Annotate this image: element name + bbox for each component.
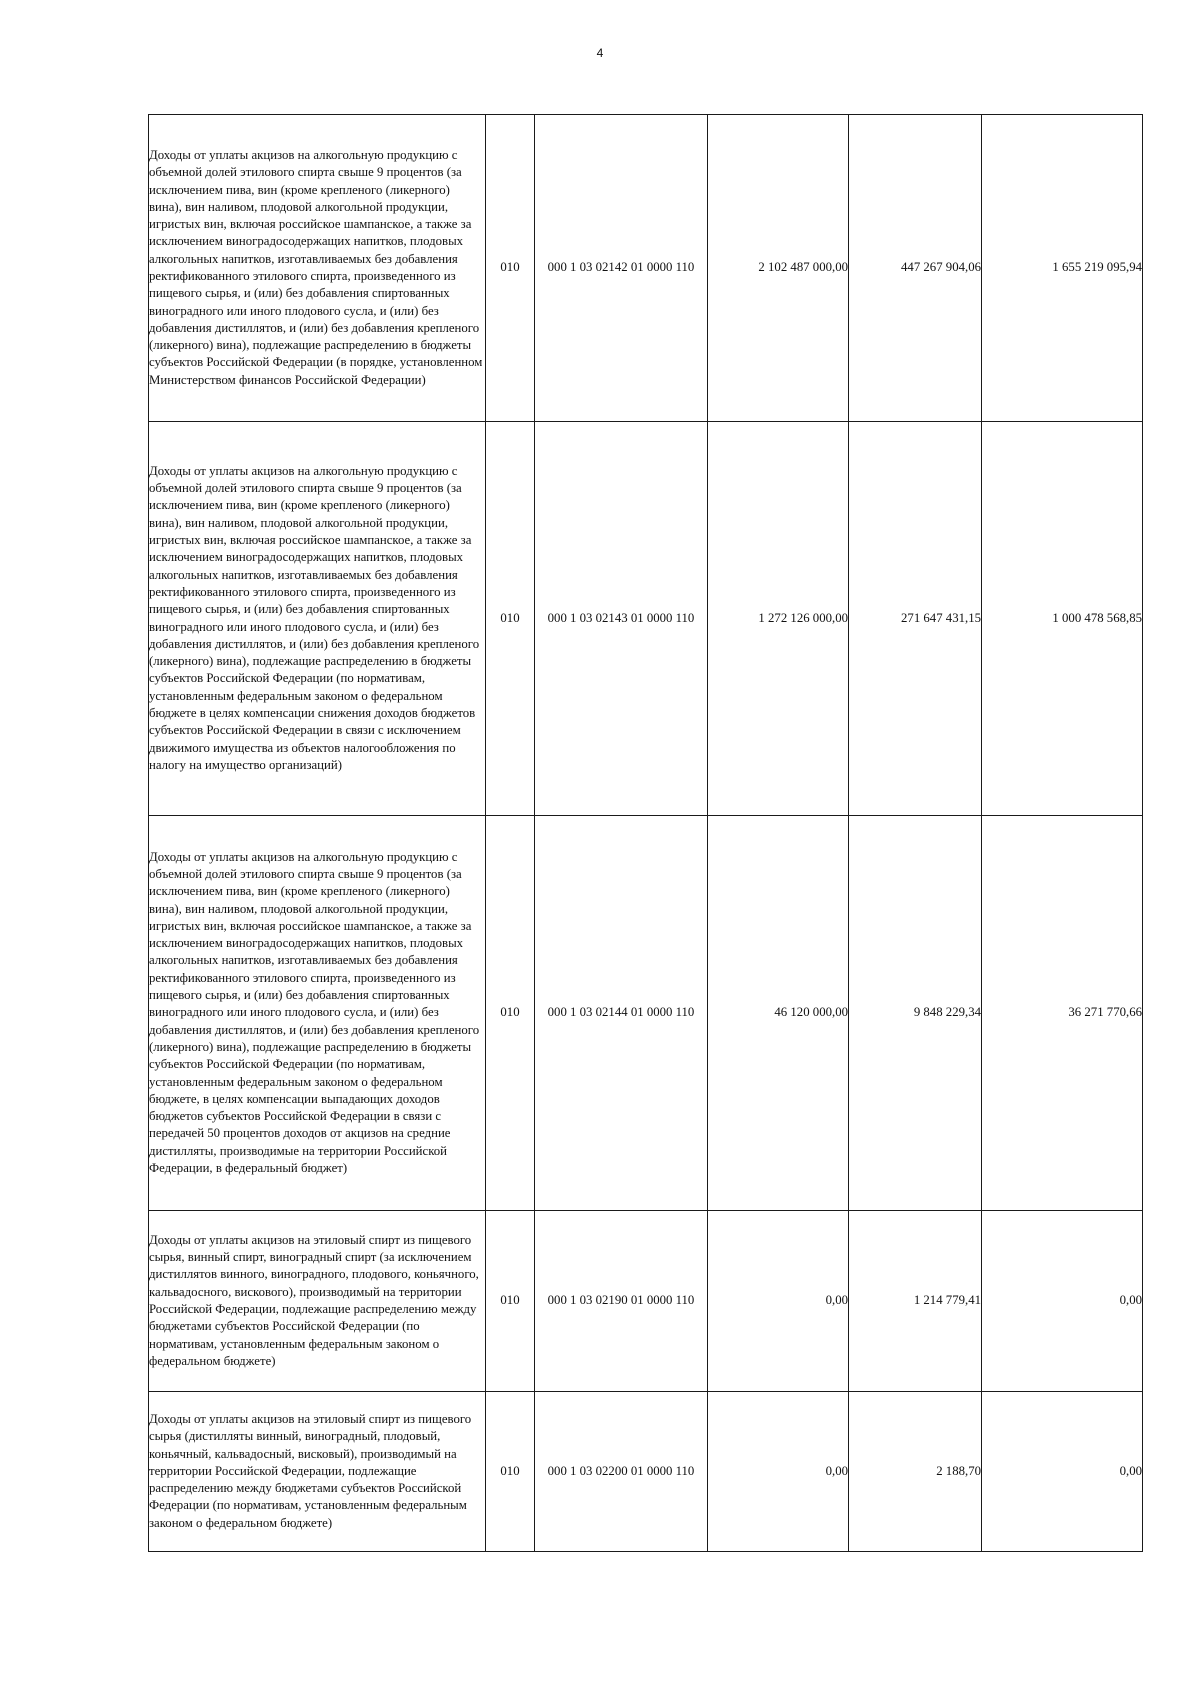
revenue-description: Доходы от уплаты акцизов на алкогольную продукцию с объемной долей этилового спирта свыше 9 процентов (за исключением пива, вин (кроме крепленого (ликерного) вина), вин наливом, плодовой алкогольной продукции, игристых вин, включая российское шампанское, а также за исключением виноградосодержащих напитков, плодовых алкогольных напитков, изготавливаемых без добавления ректификованного этилового спирта, произведенного из пищевого сырья, и (или) без добавления спиртованных виноградного или иного плодового сусла, и (или) без добавления дистиллятов, и (или) без добавления крепленого (ликерного) вина), подлежащие распределению в бюджеты субъектов Российской Федерации (по нормативам, установленным федеральным законом о федеральном бюджете, в целях компенсации выпадающих доходов бюджетов субъектов Российской Федерации в связи с передачей 50 процентов доходов от акцизов на средние дистилляты, производимые на территории Российской Федерации, в федеральный бюджет) xyxy=(149,816,486,1211)
budget-classification-code: 000 1 03 02200 01 0000 110 xyxy=(535,1392,708,1552)
table-row xyxy=(149,1211,1143,1392)
approved-amount: 0,00 xyxy=(708,1392,849,1552)
line-code: 010 xyxy=(486,115,535,422)
revenue-description: Доходы от уплаты акцизов на этиловый спирт из пищевого сырья (дистилляты винный, виноградный, плодовый, коньячный, кальвадосный, висковый), производимый на территории Российской Федерации, подлежащие распределению между бюджетами субъектов Российской Федерации (по нормативам, установленным федеральным законом о федеральном бюджете) xyxy=(149,1392,486,1552)
table-row xyxy=(149,422,1143,816)
unexecuted-amount: 1 655 219 095,94 xyxy=(982,115,1143,422)
line-code: 010 xyxy=(486,1211,535,1392)
revenue-description: Доходы от уплаты акцизов на этиловый спирт из пищевого сырья, винный спирт, виноградный спирт (за исключением дистиллятов винного, виноградного, плодового, коньячного, кальвадосного, вискового), производимый на территории Российской Федерации, подлежащие распределению между бюджетами субъектов Российской Федерации (по нормативам, установленным федеральным законом о федеральном бюджете) xyxy=(149,1211,486,1392)
executed-amount: 2 188,70 xyxy=(849,1392,982,1552)
line-code: 010 xyxy=(486,816,535,1211)
line-code: 010 xyxy=(486,1392,535,1552)
executed-amount: 447 267 904,06 xyxy=(849,115,982,422)
executed-amount: 9 848 229,34 xyxy=(849,816,982,1211)
approved-amount: 1 272 126 000,00 xyxy=(708,422,849,816)
table-row xyxy=(149,115,1143,422)
table-row xyxy=(149,816,1143,1211)
line-code: 010 xyxy=(486,422,535,816)
executed-amount: 1 214 779,41 xyxy=(849,1211,982,1392)
approved-amount: 2 102 487 000,00 xyxy=(708,115,849,422)
approved-amount: 0,00 xyxy=(708,1211,849,1392)
revenue-description: Доходы от уплаты акцизов на алкогольную продукцию с объемной долей этилового спирта свыше 9 процентов (за исключением пива, вин (кроме крепленого (ликерного) вина), вин наливом, плодовой алкогольной продукции, игристых вин, включая российское шампанское, а также за исключением виноградосодержащих напитков, плодовых алкогольных напитков, изготавливаемых без добавления ректификованного этилового спирта, произведенного из пищевого сырья, и (или) без добавления спиртованных виноградного или иного плодового сусла, и (или) без добавления дистиллятов, и (или) без добавления крепленого (ликерного) вина), подлежащие распределению в бюджеты субъектов Российской Федерации (в порядке, установленном Министерством финансов Российской Федерации) xyxy=(149,115,486,422)
unexecuted-amount: 1 000 478 568,85 xyxy=(982,422,1143,816)
budget-classification-code: 000 1 03 02190 01 0000 110 xyxy=(535,1211,708,1392)
budget-classification-code: 000 1 03 02144 01 0000 110 xyxy=(535,816,708,1211)
unexecuted-amount: 36 271 770,66 xyxy=(982,816,1143,1211)
unexecuted-amount: 0,00 xyxy=(982,1211,1143,1392)
unexecuted-amount: 0,00 xyxy=(982,1392,1143,1552)
executed-amount: 271 647 431,15 xyxy=(849,422,982,816)
budget-classification-code: 000 1 03 02143 01 0000 110 xyxy=(535,422,708,816)
revenue-description: Доходы от уплаты акцизов на алкогольную продукцию с объемной долей этилового спирта свыше 9 процентов (за исключением пива, вин (кроме крепленого (ликерного) вина), вин наливом, плодовой алкогольной продукции, игристых вин, включая российское шампанское, а также за исключением виноградосодержащих напитков, плодовых алкогольных напитков, изготавливаемых без добавления ректификованного этилового спирта, произведенного из пищевого сырья, и (или) без добавления спиртованных виноградного или иного плодового сусла, и (или) без добавления дистиллятов, и (или) без добавления крепленого (ликерного) вина), подлежащие распределению в бюджеты субъектов Российской Федерации (по нормативам, установленным федеральным законом о федеральном бюджете в целях компенсации снижения доходов бюджетов субъектов Российской Федерации в связи с исключением движимого имущества из объектов налогообложения по налогу на имущество организаций) xyxy=(149,422,486,816)
revenue-table xyxy=(148,114,1143,1552)
table-row xyxy=(149,1392,1143,1552)
approved-amount: 46 120 000,00 xyxy=(708,816,849,1211)
budget-classification-code: 000 1 03 02142 01 0000 110 xyxy=(535,115,708,422)
page-number: 4 xyxy=(596,46,604,60)
